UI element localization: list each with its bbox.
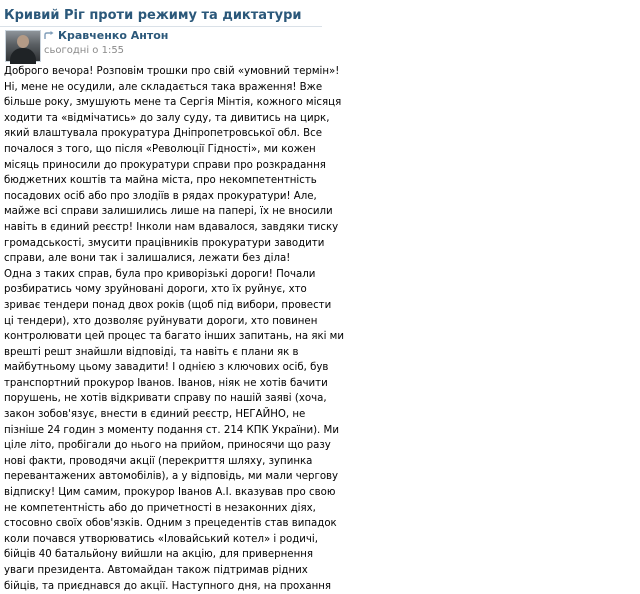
post-text-line: закон зобов'язує, внести в єдиний реєстр, НЕГАЙНО, не: [4, 409, 306, 421]
post-text-line: зриває тендери понад двох років (щоб під вибори, провести: [4, 299, 332, 311]
group-title-link[interactable]: Кривий Ріг проти режиму та диктатури: [4, 8, 302, 23]
post-text-line: більше року, змушують мене та Сергія Мінтія, кожного місяця: [4, 97, 342, 109]
post-timestamp-link[interactable]: сьогодні о 1:55: [44, 45, 125, 56]
post-text-line: бійців, та приєднався до акції. Наступного дня, на прохання: [4, 580, 332, 592]
post-text-line: громадськості, змусити працівників прокуратури заводити: [4, 237, 325, 249]
post-text-line: відписку! Цим самим, прокурор Іванов А.І. вказував про свою: [4, 487, 336, 499]
post-text-line: бюджетних коштів та майна міста, про некомпетентність: [4, 175, 317, 187]
post-text-line: Одна з таких справ, була про криворізькі дороги! Почали: [4, 268, 316, 280]
post-author-link[interactable]: Кравченко Антон: [58, 29, 169, 42]
post-text-line: контролювати цей процес та багато інших запитань, на які ми: [4, 331, 344, 343]
post-text-line: Доброго вечора! Розповім трошки про свій «умовний термін»!: [4, 66, 340, 77]
post-text-line: майбутньому цьому завадити! І однією з ключових осіб, був: [4, 362, 329, 374]
post-text-line: ходити та «відмічатись» до залу суду, та дивитись на цирк,: [4, 112, 330, 124]
post-text-line: транспортний прокурор Іванов. Іванов, ніяк не хотів бачити: [4, 377, 328, 389]
post-text-line: ці тендери), хто дозволяє руйнувати дороги, хто повинен: [4, 315, 318, 327]
avatar-shoulders-shape: [10, 48, 36, 64]
post-text-line: посадових осіб або про злодіїв в рядах прокуратури! Але,: [4, 190, 317, 202]
post-text-line: пізніше 24 годин з моменту подання ст. 214 КПК України). Ми: [4, 424, 339, 436]
repost-arrow-icon: [44, 31, 55, 40]
post-text-line: уваги президента. Автомайдан також підтримав рідних: [4, 565, 308, 576]
post-text-line: нові факти, проводячи акції (перекриття шляху, зупинка: [4, 455, 313, 467]
post-text: [4, 64, 344, 592]
header-divider: [0, 26, 322, 27]
post-author-row: [44, 29, 168, 42]
post-text-line: розбиратись чому зруйновані дороги, хто їх руйнує, хто: [4, 284, 307, 296]
post-text-line: Ні, мене не осудили, але складається така враження! Вже: [4, 81, 323, 93]
avatar-head-shape: [17, 35, 29, 48]
post-text-line: навіть в єдиний реєстр! Інколи нам вдавалося, завдяки тиску: [4, 221, 339, 233]
post-text-line: врешті решт знайшли відповіді, та навіть є плани як в: [4, 346, 299, 358]
post-text-line: ціле літо, пробігали до нього на прийом, приносячи що разу: [4, 440, 331, 452]
post-text-line: перевантажених автомобілів), а у відповідь, ми мали чергову: [4, 471, 339, 483]
post-text-line: стосовно своїх обов'язків. Одним з прецедентів став випадок: [4, 518, 337, 530]
post-text-line: почалося з того, що після «Революції Гідності», ми кожен: [4, 143, 316, 155]
post-text-line: бійців 40 батальйону вийшли на акцію, для привернення: [4, 549, 314, 561]
post-text-line: майже всі справи залишились лише на папері, їх не вносили: [4, 206, 333, 218]
post-text-line: який влаштувала прокуратура Дніпропетровської обл. Все: [4, 128, 323, 140]
post-text-line: місяць приносили до прокуратури справи про розкрадання: [4, 159, 326, 171]
post-text-line: порушень, не хотів відкривати справу по нашій заяві (хоча,: [4, 393, 327, 405]
post-text-line: не компетентність або до причетності в незаконних діях,: [4, 502, 316, 514]
post-text-line: справи, але вони так і залишалися, лежати без діла!: [4, 253, 291, 265]
author-avatar[interactable]: [5, 30, 41, 62]
post-text-line: коли почався утворюватись «Іловайський котел» і родичі,: [4, 533, 318, 545]
